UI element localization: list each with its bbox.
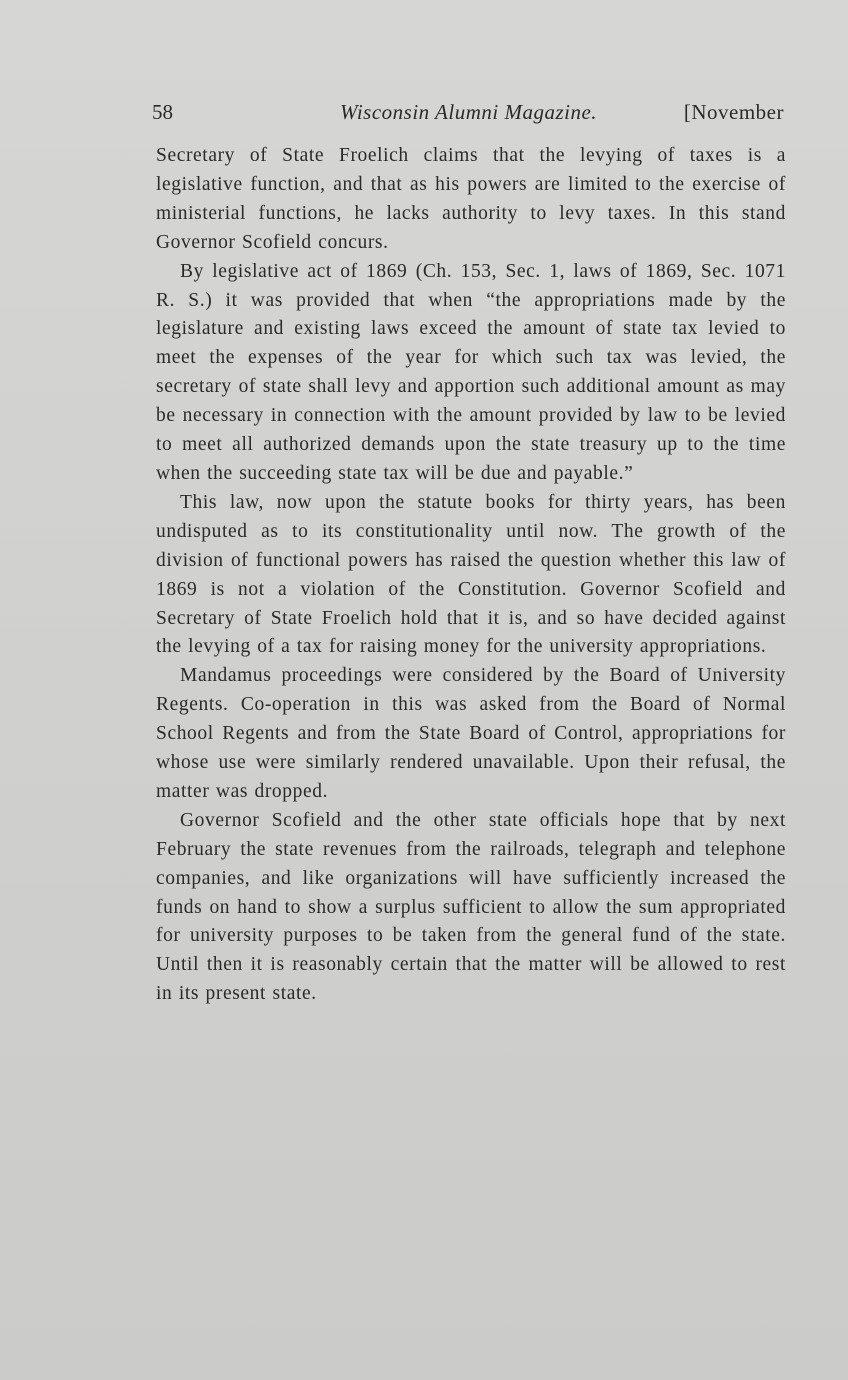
running-header (152, 100, 784, 132)
article-body (156, 142, 786, 1009)
paragraph-2: By legislative act of 1869 (Ch. 153, Sec. 1, laws of 1869, Sec. 1071 R. S.) it was provided that when “the appropriations made by the legislature and existing laws exceed the amount of state tax levied to meet the expenses of the year for which such tax was levied, the secretary of state shall levy and apportion such additional amount as may be necessary in connection with the amount provided by law to be levied to meet all authorized demands upon the state treasury up to the time when the succeeding state tax will be due and payable.” (156, 260, 786, 484)
paragraph-3: This law, now upon the statute books for thirty years, has been undisputed as to its constitutionality until now. The growth of the division of functional powers has raised the question whether this law of 1869 is not a violation of the Constitution. Governor Scofield and Secretary of State Froelich hold that it is, and so have decided against the levying of a tax for raising money for the university appropriations. (156, 491, 786, 658)
paragraph-4: Mandamus proceedings were considered by the Board of University Regents. Co-operation in this was asked from the Board of Normal School Regents and from the State Board of Control, appropriations for whose use were similarly rendered unavailable. Upon their refusal, the matter was dropped. (156, 665, 786, 802)
magazine-title: Wisconsin Alumni Magazine. (340, 100, 598, 124)
paragraph-5: Governor Scofield and the other state officials hope that by next February the state revenues from the railroads, telegraph and telephone companies, and like organizations will have sufficiently increased the funds on hand to show a surplus sufficient to allow the sum appropriated for university purposes to be taken from the general fund of the state. Until then it is reasonably certain that the matter will be allowed to rest in its present state. (156, 809, 786, 1005)
paragraph-1: Secretary of State Froelich claims that the levying of taxes is a legislative function, and that as his powers are limited to the exercise of ministerial functions, he lacks authority to levy taxes. In this stand Governor Scofield concurs. (156, 145, 786, 253)
issue-month: [November (683, 100, 784, 124)
page-number: 58 (152, 100, 173, 124)
